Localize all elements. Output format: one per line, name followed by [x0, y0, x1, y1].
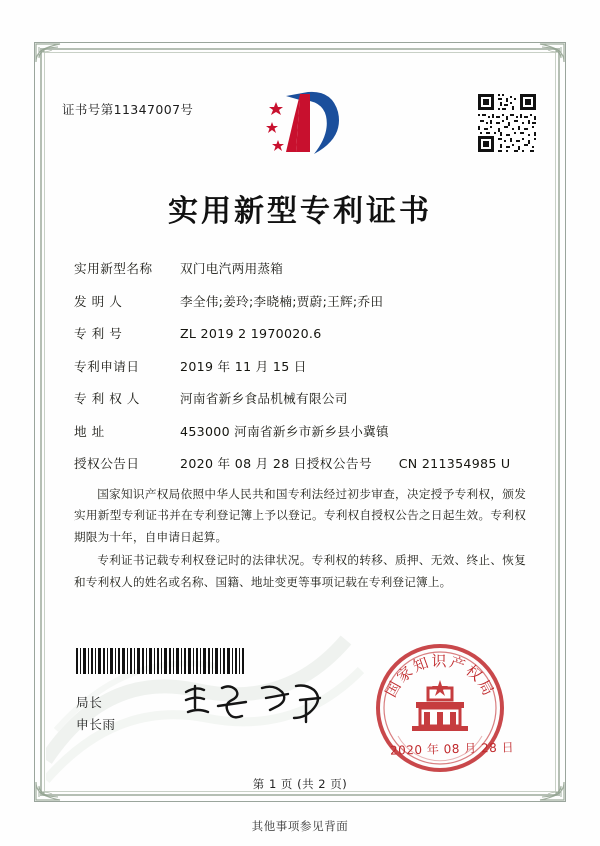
field-value: 2019 年 11 月 15 日	[180, 358, 307, 374]
cnipa-logo-icon	[256, 88, 342, 162]
corner-ornament-icon	[34, 42, 78, 86]
page-title: 实用新型专利证书	[168, 194, 432, 229]
barcode	[76, 648, 244, 674]
grant-publication-number-group	[307, 453, 534, 472]
seal-date: 2020 年 08 月 28 日	[389, 740, 515, 758]
field-label: 授权公告号	[306, 456, 373, 471]
field-row-patentee	[74, 388, 534, 407]
field-label: 发 明 人	[74, 293, 123, 309]
certificate-number: 证书号第11347007号	[62, 102, 194, 117]
field-label: 地 址	[74, 423, 105, 439]
field-value: 河南省新乡食品机械有限公司	[180, 391, 348, 406]
field-value: 双门电汽两用蒸箱	[180, 261, 284, 276]
field-row-application-date	[74, 356, 534, 375]
field-label: 实用新型名称	[74, 261, 153, 276]
field-label: 专 利 号	[74, 326, 123, 341]
director-name: 申长雨	[76, 717, 116, 733]
field-row-utility-model-name	[74, 258, 534, 277]
footer-note: 其他事项参见背面	[251, 819, 349, 833]
field-row-grant	[74, 453, 534, 472]
page-indicator: 第 1 页 (共 2 页)	[252, 777, 348, 791]
svg-text:国家知识产权局: 国家知识产权局	[381, 652, 499, 701]
corner-ornament-icon	[522, 42, 566, 86]
legal-text-block	[74, 484, 526, 595]
grant-date-group	[74, 453, 307, 472]
qr-code-icon	[476, 92, 538, 154]
field-label: 专 利 权 人	[74, 391, 140, 406]
field-label: 专利申请日	[74, 358, 140, 374]
field-value: 453000 河南省新乡市新乡县小冀镇	[180, 423, 389, 439]
director-signature	[178, 678, 330, 732]
field-value: CN 211354985 U	[398, 456, 511, 471]
field-list	[74, 258, 534, 486]
field-value: 李全伟;姜玲;李晓楠;贾蔚;王辉;乔田	[180, 293, 384, 309]
field-value: 2020 年 08 月 28 日	[180, 456, 307, 471]
legal-paragraph-2: 专利证书记载专利权登记时的法律状况。专利权的转移、质押、无效、终止、恢复和专利权人的姓名或名称、国籍、地址变更等事项记载在专利登记簿上。	[74, 553, 526, 589]
legal-paragraph-1: 国家知识产权局依照中华人民共和国专利法经过初步审查，决定授予专利权，颁发实用新型专利证书并在专利登记簿上予以登记。专利权自授权公告之日起生效。专利权期限为十年，自申请日起算。	[74, 487, 526, 544]
director-block	[76, 692, 116, 736]
field-label: 授权公告日	[74, 456, 140, 471]
field-row-address	[74, 421, 534, 440]
field-value: ZL 2019 2 1970020.6	[180, 326, 322, 341]
field-row-patent-number	[74, 323, 534, 342]
field-row-inventors	[74, 291, 534, 310]
director-label: 局长	[76, 695, 103, 710]
